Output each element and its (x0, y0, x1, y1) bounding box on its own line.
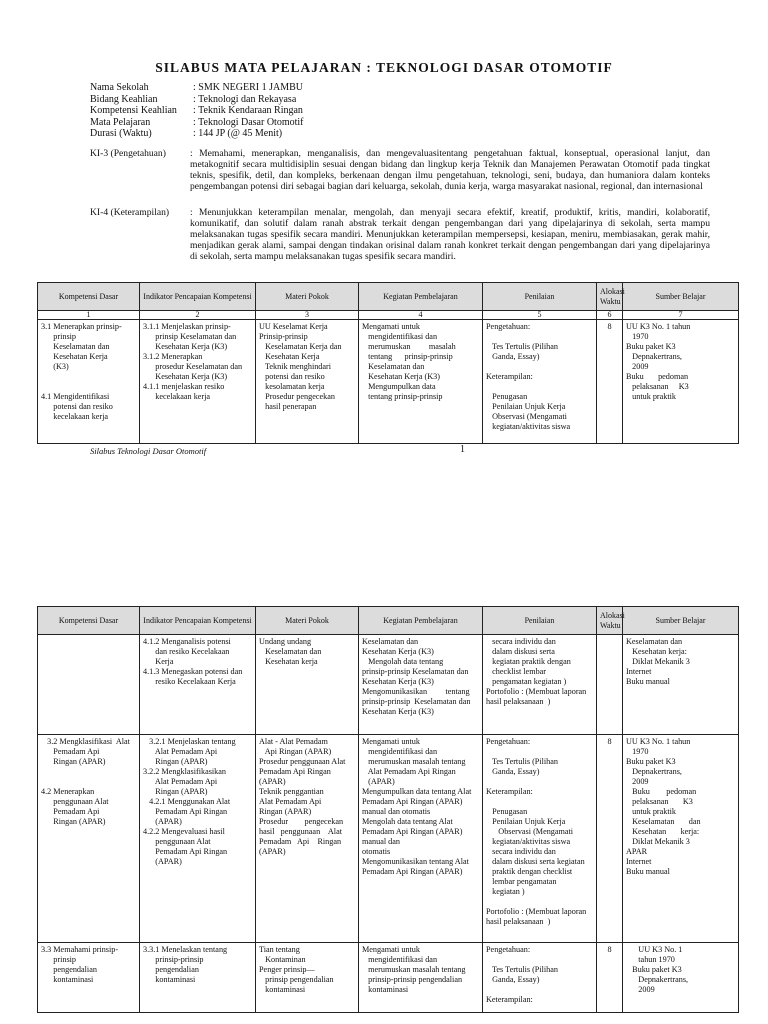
kompetensi-dasar-cell-line: Ringan (APAR) (41, 757, 106, 766)
kegiatan-cell-line: mengidentifikasi dan (362, 955, 438, 964)
kompetensi-dasar-cell-line: 4.2 Menerapkan (41, 787, 95, 796)
kompetensi-dasar-cell (38, 320, 140, 444)
sumber-belajar-cell-line: 2009 (626, 362, 649, 371)
penilaian-cell-line: lembar pengamatan (486, 877, 557, 886)
kompetensi-dasar-cell-line: 3.3 Memahami prinsip- (41, 945, 119, 954)
kegiatan-cell-line: merumuskan masalah tentang (362, 965, 466, 974)
materi-pokok-cell-line: Penger prinsip— (259, 965, 315, 974)
penilaian-cell-line (486, 332, 593, 342)
kompetensi-dasar-cell-line: potensi dan resiko (41, 402, 113, 411)
column-header: Kegiatan Pembelajaran (359, 607, 483, 635)
penilaian-cell-line: Penugasan (486, 392, 528, 401)
sumber-belajar-cell-line: Internet (626, 667, 652, 676)
materi-pokok-cell-line: Alat - Alat Pemadam (259, 737, 328, 746)
penilaian-cell-line: pengamatan kegiatan ) (486, 677, 567, 686)
materi-pokok-cell-line: (APAR) (259, 847, 286, 856)
kegiatan-cell-line: mengidentifikasi dan (362, 332, 438, 341)
sumber-belajar-cell-line: Buku paket K3 (626, 342, 676, 351)
penilaian-cell-line: dalam diskusi serta kegiatan (486, 857, 585, 866)
ki3-block (90, 148, 710, 192)
penilaian-cell-line: kegiatan praktik dengan (486, 657, 571, 666)
sumber-belajar-cell-line: Buku paket K3 (626, 965, 682, 974)
kegiatan-cell-line: prinsip-prinsip pengendalian (362, 975, 463, 984)
materi-pokok-cell-line: Prosedur penggunaan Alat (259, 757, 346, 766)
penilaian-cell (483, 635, 597, 735)
kegiatan-cell-line: Kesehatan Kerja (K3) (362, 372, 440, 381)
kompetensi-dasar-cell-line: Keselamatan dan (41, 342, 110, 351)
materi-pokok-cell-line: (APAR) (259, 777, 286, 786)
kompetensi-dasar-cell-line: 3.1 Menerapkan prinsip- (41, 322, 122, 331)
kompetensi-dasar-cell-line: 3.2 Mengklasifikasi Alat (41, 737, 130, 746)
indikator-cell-line: Kesehatan Kerja (K3) (143, 372, 228, 381)
penilaian-cell-line: hasil pelaksanaan ) (486, 697, 551, 706)
alokasi-waktu-cell (597, 635, 623, 735)
kegiatan-cell-line: Mengomunikasikan tentang (362, 687, 470, 696)
penilaian-cell-line: Penilaian Unjuk Kerja (486, 817, 566, 826)
sumber-belajar-cell-line: Buku pedoman (626, 787, 697, 796)
indikator-cell-line: kontaminasi (143, 975, 196, 984)
penilaian-cell-line: Pengetahuan: (486, 737, 531, 746)
column-header: Indikator Pencapaian Kompetensi (140, 283, 256, 311)
penilaian-cell-line: checklist lembar (486, 667, 547, 676)
indikator-cell-line: prinsip-prinsip (143, 955, 204, 964)
kegiatan-cell-line: Mengamati untuk (362, 737, 420, 746)
kegiatan-cell-line: Mengamati untuk (362, 945, 420, 954)
column-header: Sumber Belajar (623, 607, 739, 635)
sumber-belajar-cell-line: APAR (626, 847, 648, 856)
table-row (38, 735, 739, 943)
meta-value: : Teknik Kendaraan Ringan (193, 105, 303, 116)
penilaian-cell-line: dalam diskusi serta (486, 647, 555, 656)
column-number: 2 (140, 311, 256, 320)
indikator-cell-line: Kerja (143, 657, 174, 666)
meta-value: : SMK NEGERI 1 JAMBU (193, 82, 304, 93)
kegiatan-cell-line: Alat Pemadam Api Ringan (362, 767, 456, 776)
penilaian-cell-line (486, 985, 593, 995)
kegiatan-cell-line: mengidentifikasi dan (362, 747, 438, 756)
sumber-belajar-cell-line: Buku manual (626, 677, 670, 686)
kegiatan-cell-line: Mengomunikasikan tentang Alat (362, 857, 469, 866)
penilaian-cell-line: secara individu dan (486, 637, 556, 646)
penilaian-cell-line: hasil pelaksanaan ) (486, 917, 551, 926)
materi-pokok-cell-line: Ringan (APAR) (259, 807, 312, 816)
penilaian-cell-line (486, 955, 593, 965)
penilaian-cell-line (486, 897, 593, 907)
sumber-belajar-cell-line: 1970 (626, 747, 649, 756)
sumber-belajar-cell-line: 2009 (626, 985, 655, 994)
penilaian-cell-line: secara individu dan (486, 847, 556, 856)
column-header: Alokasi Waktu (597, 607, 623, 635)
column-header: Kompetensi Dasar (38, 283, 140, 311)
meta-row (90, 128, 710, 140)
penilaian-cell-line: Tes Tertulis (Pilihan (486, 342, 559, 351)
indikator-cell-line: prosedur Keselamatan dan (143, 362, 243, 371)
alokasi-waktu-cell: 8 (597, 735, 623, 943)
materi-pokok-cell-line: Kontaminan (259, 955, 306, 964)
penilaian-cell-line: Portofolio : (Membuat laporan (486, 907, 587, 916)
sumber-belajar-cell-line: Depnakertrans, (626, 975, 689, 984)
kegiatan-cell (359, 320, 483, 444)
kompetensi-dasar-cell-line: 4.1 Mengidentifikasi (41, 392, 110, 401)
indikator-cell-line: (APAR) (143, 857, 182, 866)
sumber-belajar-cell-line: Diklat Mekanik 3 (626, 837, 690, 846)
sumber-belajar-cell-line: UU K3 No. 1 tahun (626, 737, 691, 746)
penilaian-cell-line: Keterampilan: (486, 372, 533, 381)
kompetensi-dasar-cell-line (41, 372, 136, 382)
kompetensi-dasar-cell-line: Pemadam Api (41, 747, 100, 756)
kegiatan-cell-line: Kesehatan Kerja (K3) (362, 647, 434, 656)
syllabus-table-page2 (37, 606, 739, 1013)
column-header: Kegiatan Pembelajaran (359, 283, 483, 311)
page-footer: Silabus Teknologi Dasar Otomotif (90, 446, 207, 456)
sumber-belajar-cell-line: Buku paket K3 (626, 757, 676, 766)
column-header: Penilaian (483, 283, 597, 311)
penilaian-cell-line: Keterampilan: (486, 995, 533, 1004)
sumber-belajar-cell-line: pelaksanan K3 (626, 797, 693, 806)
penilaian-cell-line: Ganda, Essay) (486, 767, 540, 776)
kompetensi-dasar-cell-line: prinsip (41, 332, 77, 341)
kegiatan-cell-line: prinsip-prinsip Keselamatan dan (362, 667, 469, 676)
indikator-cell-line: (APAR) (143, 817, 182, 826)
materi-pokok-cell (256, 735, 359, 943)
kegiatan-cell-line: tentang prinsip-prinsip (362, 352, 453, 361)
indikator-cell (140, 735, 256, 943)
table-row (38, 320, 739, 444)
penilaian-cell-line: Penilaian Unjuk Kerja (486, 402, 566, 411)
indikator-cell-line: resiko Kecelakaan Kerja (143, 677, 236, 686)
indikator-cell-line: 3.1.1 Menjelaskan prinsip- (143, 322, 231, 331)
sumber-belajar-cell-line: UU K3 No. 1 tahun (626, 322, 691, 331)
penilaian-cell-line: Penugasan (486, 807, 528, 816)
materi-pokok-cell-line: prinsip pengendalian (259, 975, 334, 984)
ki3-text: : Memahami, menerapkan, menganalisis, dan mengevaluasitentang pengetahuan faktual, konseptual, operasional lanjut, dan metakognitif secara multidisiplin sesuai dengan bidang dan lingkup kerja Teknik dan Manajemen Perawatan Otomotif pada tingkat teknis, spesifik, detil, dan kompleks, berkenaan dengan ilmu pengetahuan, teknologi, seni, budaya, dan humaniora dalam konteks pengembangan potensi diri sebagai bagian dari keluarga, sekolah, dunia kerja, warga masyarakat nasional, regional, dan internasional (190, 148, 710, 192)
sumber-belajar-cell-line: Buku pedoman (626, 372, 689, 381)
penilaian-cell-line: Tes Tertulis (Pilihan (486, 965, 559, 974)
indikator-cell-line: Kesehatan Kerja (K3) (143, 342, 228, 351)
kegiatan-cell-line: Mengolah data tentang Alat (362, 817, 453, 826)
table-row (38, 943, 739, 1013)
penilaian-cell-line (486, 362, 593, 372)
kegiatan-cell-line: Pemadam Api Ringan (APAR) (362, 797, 463, 806)
sumber-belajar-cell-line: Kesehatan kerja: (626, 647, 687, 656)
table-row (38, 635, 739, 735)
meta-label: Kompetensi Keahlian (90, 105, 177, 116)
indikator-cell-line: 4.1.3 Menegaskan potensi dan (143, 667, 243, 676)
indikator-cell (140, 320, 256, 444)
materi-pokok-cell-line: Pemadam Api Ringan (259, 837, 342, 846)
penilaian-cell-line: Pengetahuan: (486, 322, 531, 331)
penilaian-cell-line: Observasi (Mengamati (486, 827, 574, 836)
materi-pokok-cell-line: hasil penggunaan Alat (259, 827, 342, 836)
column-number: 4 (359, 311, 483, 320)
sumber-belajar-cell-line: 1970 (626, 332, 649, 341)
sumber-belajar-cell-line: Depnakertrans, (626, 767, 682, 776)
penilaian-cell-line (486, 747, 593, 757)
kegiatan-cell-line: Mengumpulkan data (362, 382, 436, 391)
penilaian-cell-line (486, 777, 593, 787)
school-meta (90, 82, 710, 140)
indikator-cell-line: Ringan (APAR) (143, 787, 208, 796)
kegiatan-cell-line: kontaminasi (362, 985, 409, 994)
ki4-block (90, 207, 710, 262)
column-header: Materi Pokok (256, 607, 359, 635)
kegiatan-cell (359, 735, 483, 943)
penilaian-cell (483, 735, 597, 943)
column-header: Penilaian (483, 607, 597, 635)
kegiatan-cell-line: merumuskan masalah (362, 342, 456, 351)
kegiatan-cell-line: (APAR) (362, 777, 395, 786)
kompetensi-dasar-cell (38, 735, 140, 943)
column-header: Sumber Belajar (623, 283, 739, 311)
indikator-cell-line: Alat Pemadam Api (143, 747, 218, 756)
materi-pokok-cell (256, 320, 359, 444)
indikator-cell-line: 4.2.1 Menggunakan Alat (143, 797, 231, 806)
indikator-cell-line: Pemadam Api Ringan (143, 847, 228, 856)
sumber-belajar-cell-line: tahun 1970 (626, 955, 675, 964)
indikator-cell-line: Alat Pemadam Api (143, 777, 218, 786)
sumber-belajar-cell (623, 735, 739, 943)
materi-pokok-cell-line: Kesehatan Kerja (259, 352, 320, 361)
kegiatan-cell (359, 943, 483, 1013)
penilaian-cell-line: praktik dengan checklist (486, 867, 573, 876)
indikator-cell-line: penggunaan Alat (143, 837, 211, 846)
table-header-row (38, 283, 739, 311)
alokasi-waktu-cell: 8 (597, 943, 623, 1013)
penilaian-cell-line: Observasi (Mengamati (486, 412, 567, 421)
indikator-cell-line: 3.1.2 Menerapkan (143, 352, 203, 361)
kompetensi-dasar-cell-line (41, 767, 136, 777)
sumber-belajar-cell (623, 635, 739, 735)
materi-pokok-cell-line: potensi dan resiko (259, 372, 325, 381)
sumber-belajar-cell-line: Kesehatan kerja: (626, 827, 700, 836)
materi-pokok-cell-line: Keselamatan dan (259, 647, 322, 656)
materi-pokok-cell (256, 635, 359, 735)
materi-pokok-cell-line: Prinsip-prinsip (259, 332, 308, 341)
kegiatan-cell-line: manual dan otomatis (362, 807, 431, 816)
kompetensi-dasar-cell-line: Kesehatan Kerja (41, 352, 108, 361)
kompetensi-dasar-cell-line: Pemadam Api (41, 807, 100, 816)
penilaian-cell-line: Keterampilan: (486, 787, 533, 796)
penilaian-cell-line: Ganda, Essay) (486, 352, 540, 361)
materi-pokok-cell-line: Undang undang (259, 637, 312, 646)
sumber-belajar-cell-line: Diklat Mekanik 3 (626, 657, 690, 666)
indikator-cell-line: kecelakaan kerja (143, 392, 211, 401)
indikator-cell (140, 635, 256, 735)
ki3-label: KI-3 (Pengetahuan) (90, 148, 166, 159)
sumber-belajar-cell-line: 2009 (626, 777, 649, 786)
materi-pokok-cell-line: Teknik penggantian (259, 787, 324, 796)
sumber-belajar-cell (623, 320, 739, 444)
penilaian-cell (483, 943, 597, 1013)
meta-row (90, 105, 710, 117)
materi-pokok-cell-line: Keselamatan Kerja dan (259, 342, 342, 351)
kegiatan-cell-line: Kesehatan Kerja (K3) (362, 677, 434, 686)
column-header: Materi Pokok (256, 283, 359, 311)
column-number-row (38, 311, 739, 320)
indikator-cell-line: 4.1.1 menjelaskan resiko (143, 382, 225, 391)
kegiatan-cell-line: merumuskan masalah tentang (362, 757, 466, 766)
indikator-cell-line: 3.2.1 Menjelaskan tentang (143, 737, 236, 746)
table-header-row (38, 607, 739, 635)
sumber-belajar-cell-line: Buku manual (626, 867, 670, 876)
penilaian-cell-line: Portofolio : (Membuat laporan (486, 687, 587, 696)
indikator-cell-line: dan resiko Kecelakaan (143, 647, 230, 656)
kompetensi-dasar-cell-line: prinsip (41, 955, 77, 964)
syllabus-table-page1 (37, 282, 739, 444)
column-number: 3 (256, 311, 359, 320)
meta-label: Durasi (Waktu) (90, 128, 152, 139)
penilaian-cell-line: Pengetahuan: (486, 945, 531, 954)
materi-pokok-cell-line: Pemadam Api Ringan (259, 767, 331, 776)
materi-pokok-cell-line: Alat Pemadam Api (259, 797, 322, 806)
materi-pokok-cell-line: Prosedur pengecekan (259, 817, 344, 826)
penilaian-cell-line (486, 797, 593, 807)
meta-row (90, 94, 710, 106)
indikator-cell-line: 4.2.2 Mengevaluasi hasil (143, 827, 225, 836)
materi-pokok-cell-line: UU Keselamat Kerja (259, 322, 328, 331)
indikator-cell-line: Ringan (APAR) (143, 757, 208, 766)
kegiatan-cell-line: Mengumpulkan data tentang Alat (362, 787, 472, 796)
column-header: Kompetensi Dasar (38, 607, 140, 635)
materi-pokok-cell-line: Kesehatan kerja (259, 657, 318, 666)
materi-pokok-cell (256, 943, 359, 1013)
indikator-cell-line: prinsip Keselamatan dan (143, 332, 237, 341)
kegiatan-cell-line: Keselamatan dan (362, 637, 419, 646)
indikator-cell-line: Pemadam Api Ringan (143, 807, 228, 816)
meta-value: : 144 JP (@ 45 Menit) (193, 128, 283, 139)
indikator-cell-line: pengendalian (143, 965, 199, 974)
materi-pokok-cell-line: Teknik menghindari (259, 362, 332, 371)
meta-row (90, 117, 710, 129)
materi-pokok-cell-line: Prosedur pengecekan (259, 392, 335, 401)
sumber-belajar-cell-line: Internet (626, 857, 652, 866)
kegiatan-cell-line: Pemadam Api Ringan (APAR) (362, 867, 463, 876)
kompetensi-dasar-cell-line: Ringan (APAR) (41, 817, 106, 826)
kompetensi-dasar-cell-line: (K3) (41, 362, 69, 371)
indikator-cell (140, 943, 256, 1013)
column-header: Indikator Pencapaian Kompetensi (140, 607, 256, 635)
meta-label: Nama Sekolah (90, 82, 149, 93)
kegiatan-cell-line: manual dan (362, 837, 400, 846)
sumber-belajar-cell-line: untuk praktik (626, 807, 677, 816)
penilaian-cell-line: kegiatan/aktivitas siswa (486, 422, 571, 431)
sumber-belajar-cell-line: UU K3 No. 1 (626, 945, 683, 954)
kompetensi-dasar-cell-line: kecelakaan kerja (41, 412, 109, 421)
column-number: 6 (597, 311, 623, 320)
materi-pokok-cell-line: kontaminasi (259, 985, 306, 994)
meta-label: Bidang Keahlian (90, 93, 158, 105)
sumber-belajar-cell-line: untuk praktik (626, 392, 677, 401)
penilaian-cell-line: Tes Tertulis (Pilihan (486, 757, 559, 766)
meta-row (90, 82, 710, 94)
kegiatan-cell-line: Mengamati untuk (362, 322, 420, 331)
penilaian-cell (483, 320, 597, 444)
kompetensi-dasar-cell (38, 943, 140, 1013)
page-number: 1 (460, 444, 465, 455)
column-number: 7 (623, 311, 739, 320)
kegiatan-cell (359, 635, 483, 735)
kompetensi-dasar-cell-line (41, 382, 136, 392)
kegiatan-cell-line: prinsip-prinsip Keselamatan dan (362, 697, 471, 706)
page-title: SILABUS MATA PELAJARAN : TEKNOLOGI DASAR OTOMOTIF (155, 60, 613, 75)
kegiatan-cell-line: Mengolah data tentang (362, 657, 444, 666)
sumber-belajar-cell-line: pelaksanan K3 (626, 382, 689, 391)
kompetensi-dasar-cell (38, 635, 140, 735)
ki4-text: : Menunjukkan keterampilan menalar, mengolah, dan menyaji secara efektif, kreatif, produktif, kritis, mandiri, kolaboratif, komunikatif, dan solutif dalam ranah abstrak terkait dengan pengembangan dari yang dipelajarinya di sekolah, serta mampu melaksanakan tugas spesifik secara mandiri. Menunjukkan keterampilan mempersepsi, kesiapan, meniru, membiasakan, gerak mahir, menjadikan gerak alami, sampai dengan tindakan orisinal dalam ranah konkret terkait dengan pengembangan dari yang dipelajarinya di sekolah, serta mampu melaksanakan tugas spesifik secara mandiri. (190, 207, 710, 262)
penilaian-cell-line: Ganda, Essay) (486, 975, 540, 984)
column-number: 5 (483, 311, 597, 320)
kompetensi-dasar-cell-line: kontaminasi (41, 975, 94, 984)
column-number: 1 (38, 311, 140, 320)
materi-pokok-cell-line: Api Ringan (APAR) (259, 747, 332, 756)
kompetensi-dasar-cell-line: pengendalian (41, 965, 97, 974)
indikator-cell-line: 3.3.1 Menelaskan tentang (143, 945, 228, 954)
kegiatan-cell-line: Keselamatan dan (362, 362, 425, 371)
penilaian-cell-line: kegiatan/aktivitas siswa (486, 837, 571, 846)
kompetensi-dasar-cell-line (41, 777, 136, 787)
meta-value: : Teknologi dan Rekayasa (193, 93, 297, 105)
sumber-belajar-cell (623, 943, 739, 1013)
penilaian-cell-line: kegiatan ) (486, 887, 525, 896)
kegiatan-cell-line: otomatis (362, 847, 391, 856)
ki4-label: KI-4 (Keterampilan) (90, 207, 170, 218)
sumber-belajar-cell-line: Keselamatan dan (626, 637, 683, 646)
meta-value: : Teknologi Dasar Otomotif (193, 116, 304, 128)
materi-pokok-cell-line: kesolamatan kerja (259, 382, 325, 391)
indikator-cell-line: 4.1.2 Menganalisis potensi (143, 637, 231, 646)
column-header: Alokasi Waktu (597, 283, 623, 311)
kegiatan-cell-line: Kesehatan Kerja (K3) (362, 707, 434, 716)
alokasi-waktu-cell: 8 (597, 320, 623, 444)
penilaian-cell-line (486, 382, 593, 392)
kegiatan-cell-line: Pemadam Api Ringan (APAR) (362, 827, 463, 836)
meta-label: Mata Pelajaran (90, 116, 151, 128)
kompetensi-dasar-cell-line: penggunaan Alat (41, 797, 109, 806)
materi-pokok-cell-line: Tian tentang (259, 945, 300, 954)
materi-pokok-cell-line: hasil penerapan (259, 402, 317, 411)
sumber-belajar-cell-line: Depnakertrans, (626, 352, 682, 361)
sumber-belajar-cell-line: Keselamatan dan (626, 817, 701, 826)
kegiatan-cell-line: tentang prinsip-prinsip (362, 392, 443, 401)
indikator-cell-line: 3.2.2 Mengklasifikasikan (143, 767, 226, 776)
